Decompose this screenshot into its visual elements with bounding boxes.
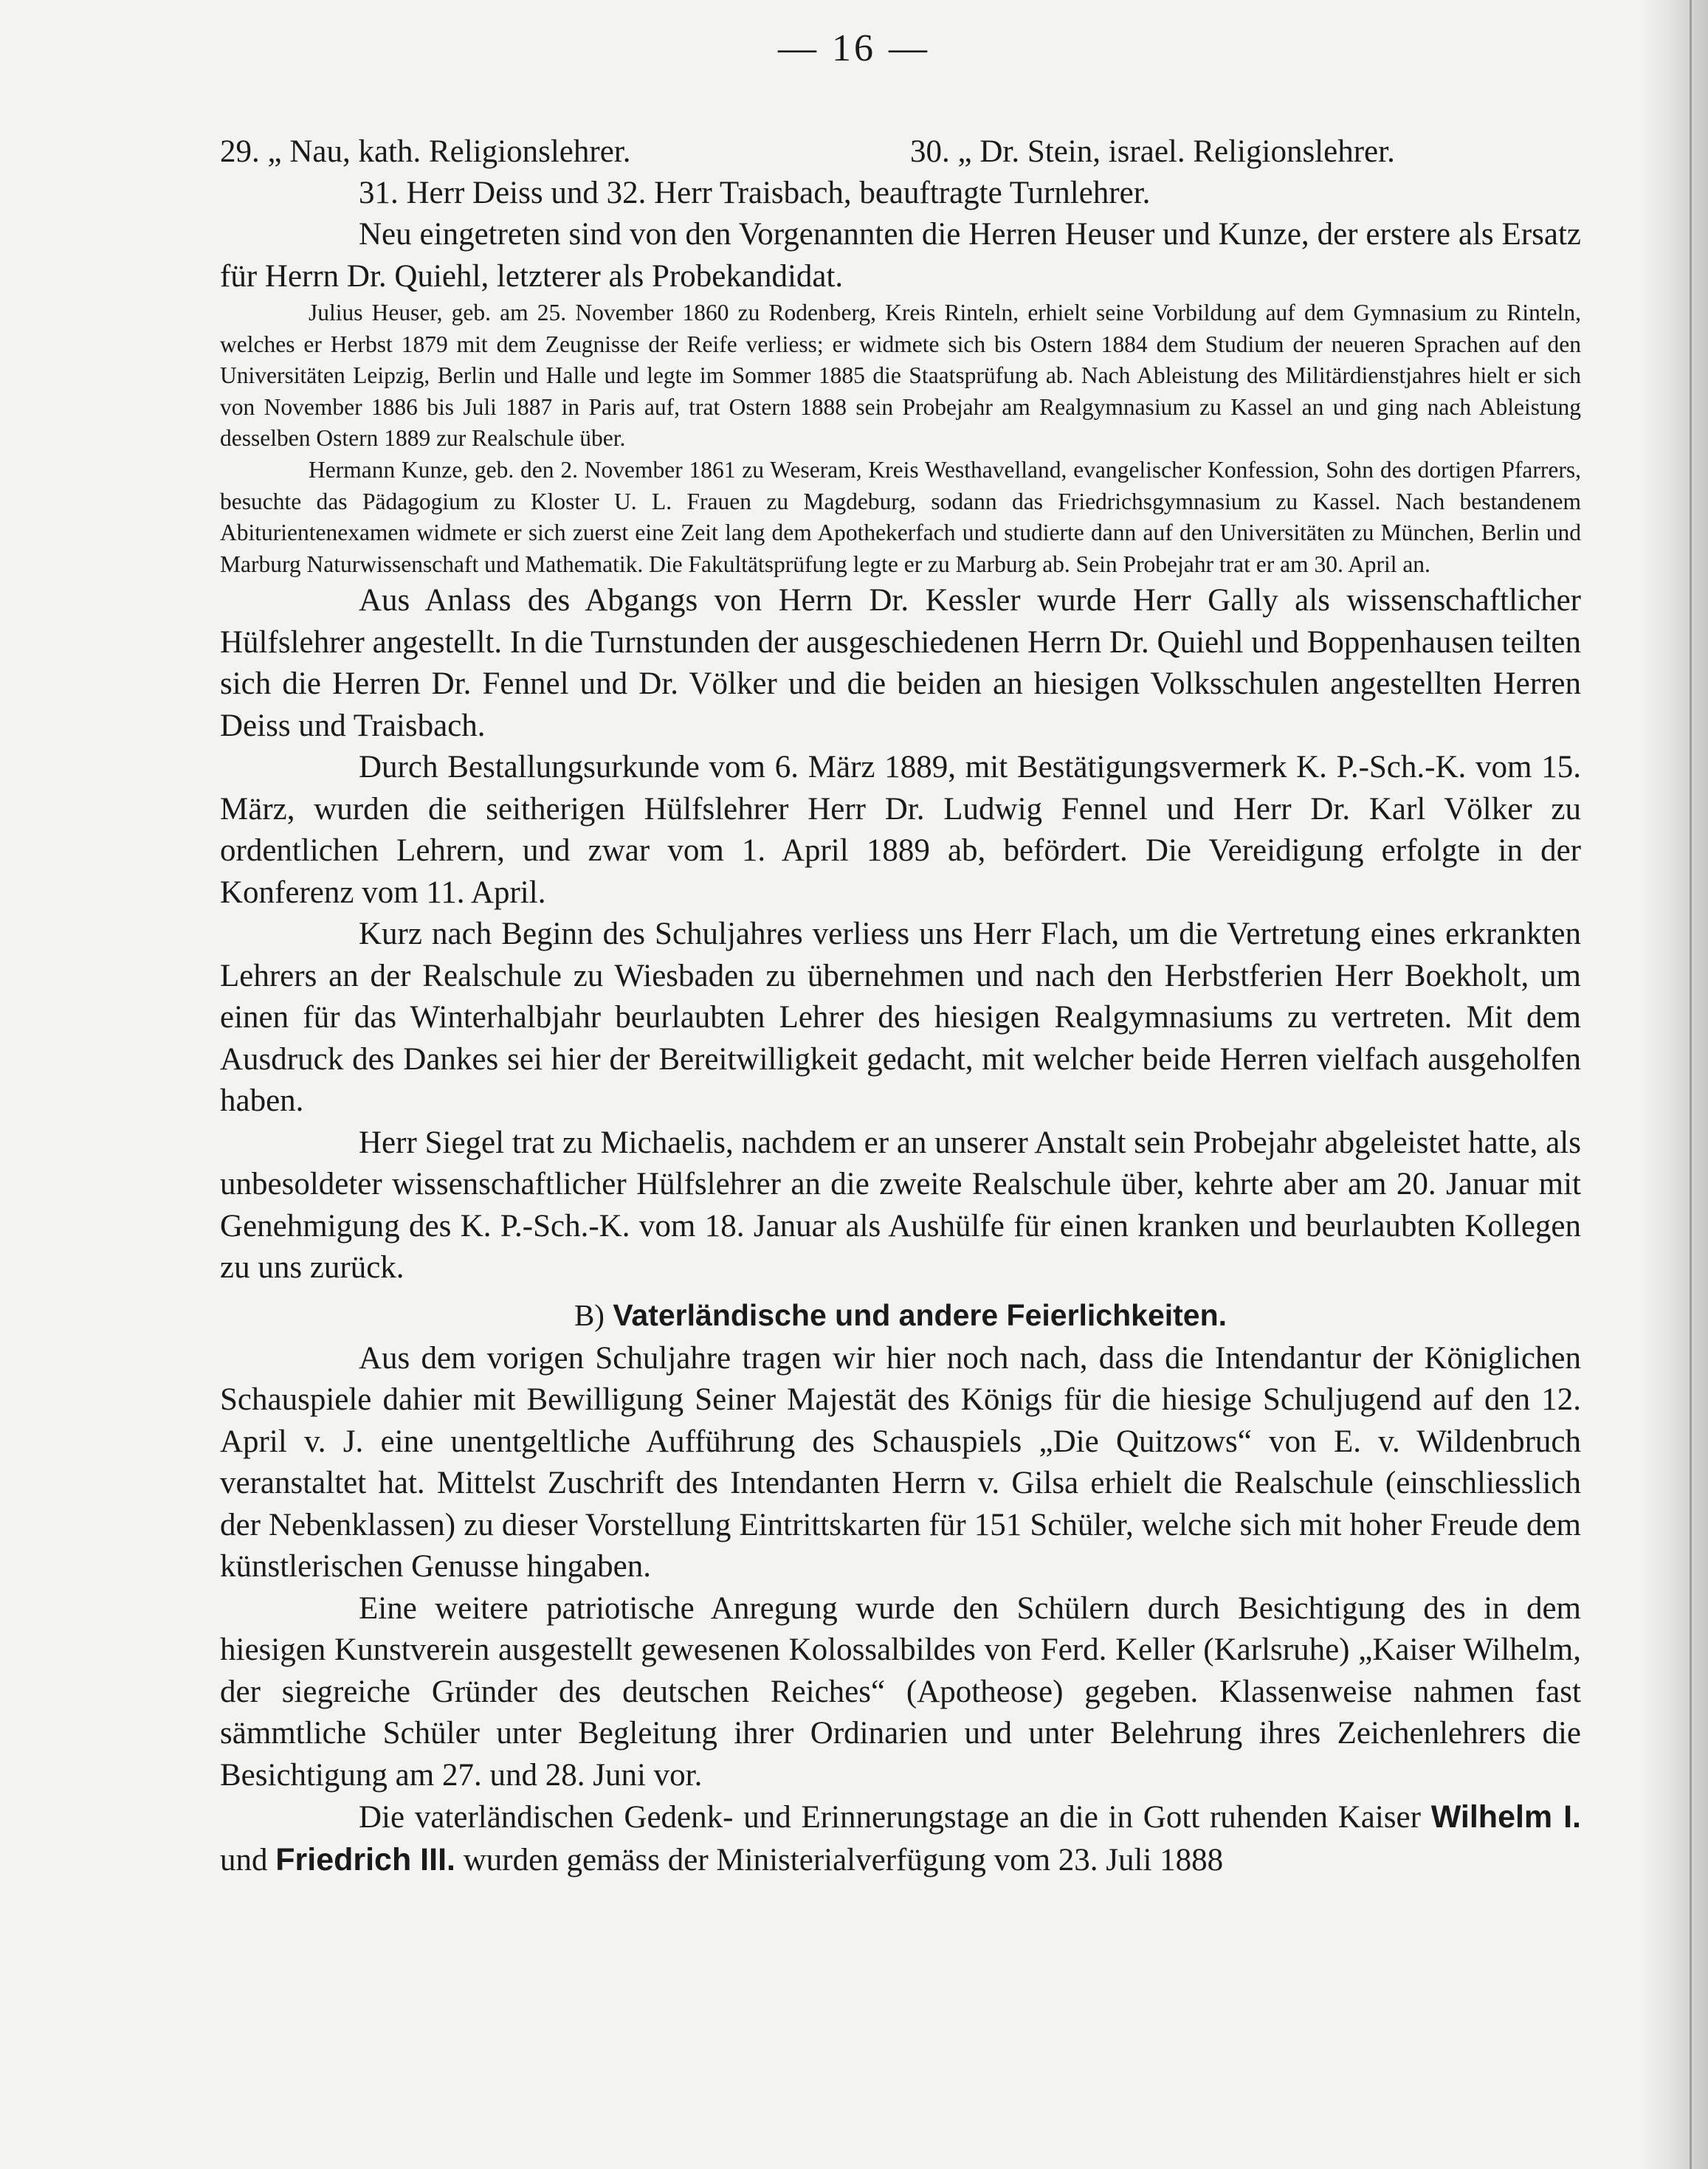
paragraph-bestallung: Durch Bestallungsurkunde vom 6. März 1889, mit Bestätigungsvermerk K. P.-Sch.-K. vom 15. März, wurden die seitherigen Hülfslehrer Herr Dr. Ludwig Fennel und Herr Dr. Karl Völker zu ordentlichen Lehrern, und zwar vom 1. April 1889 ab, befördert. Die Vereidigung erfolgte in der Konferenz vom 11. April. [220, 750, 1581, 910]
biography-heuser: Julius Heuser, geb. am 25. November 1860 zu Rodenberg, Kreis Rinteln, erhielt seine Vorbildung auf dem Gymnasium zu Rinteln, welches er Herbst 1879 mit dem Zeugnisse der Reife verliess; er widmete sich bis Ostern 1884 dem Studium der neueren Sprachen auf den Universitäten Leipzig, Berlin und Halle und legte im Sommer 1885 die Staatsprüfung ab. Nach Ableistung des Militärdienstjahres hielt er sich von November 1886 bis Juli 1887 in Paris auf, trat Ostern 1888 sein Probejahr am Realgymnasium zu Kassel an und ging nach Ableistung desselben Ostern 1889 zur Realschule über. [220, 300, 1581, 452]
biography-kunze: Hermann Kunze, geb. den 2. November 1861 zu Weseram, Kreis Westhavelland, evangelischer Konfession, Sohn des dortigen Pfarrers, besuchte das Pädagogium zu Kloster U. L. Frauen zu Magdeburg, sodann das Friedrichsgymnasium zu Kassel. Nach bestandenem Abiturientenexamen widmete er sich zuerst eine Zeit lang dem Apothekerfach und studierte dann auf den Universitäten zu München, Berlin und Marburg Naturwissenschaft und Mathematik. Die Fakultätsprüfung legte er zu Marburg ab. Sein Probejahr trat er am 30. April an. [220, 456, 1581, 577]
gedenktage-und: und [220, 1842, 276, 1877]
name-wilhelm: Wilhelm I. [1430, 1799, 1582, 1835]
staff-entry-30: 30. „ Dr. Stein, israel. Religionslehrer. [910, 134, 1395, 169]
paragraph-gedenktage [220, 1796, 1581, 1881]
section-title: Vaterländische und andere Feierlichkeiten. [613, 1297, 1227, 1332]
gedenktage-line-end: wurden gemäss der Ministerialverfügung vom 23. Juli 1888 [455, 1842, 1224, 1877]
paragraph-gally: Aus Anlass des Abgangs von Herrn Dr. Kessler wurde Herr Gally als wissenschaftlicher Hülfslehrer angestellt. In die Turnstunden der ausgeschiedenen Herrn Dr. Quiehl und Boppenhausen teilten sich die Herren Dr. Fennel und Dr. Völker und die beiden an hiesigen Volksschulen angestellten Herren Deiss und Traisbach. [220, 583, 1581, 743]
staff-entry-31-32: 31. Herr Deiss und 32. Herr Traisbach, beauftragte Turnlehrer. [359, 176, 1151, 210]
gedenktage-line-start: Die vaterländischen Gedenk- und Erinnerungstage an die in Gott ruhenden Kaiser [359, 1800, 1421, 1835]
name-friedrich: Friedrich III. [275, 1841, 455, 1877]
staff-entry-29: 29. „ Nau, kath. Religionslehrer. [220, 134, 631, 169]
page-edge [1690, 0, 1692, 2169]
page-binding-shadow [1642, 0, 1708, 2169]
page-content [220, 131, 1581, 1881]
paragraph-siegel: Herr Siegel trat zu Michaelis, nachdem er an unserer Anstalt sein Probejahr abgeleistet hatte, als unbesoldeter wissenschaftlicher Hülfslehrer an die zweite Realschule über, kehrte aber am 20. Januar mit Genehmigung des K. P.-Sch.-K. vom 18. Januar als Aushülfe für einen kranken und beurlaubten Kollegen zu uns zurück. [220, 1125, 1581, 1286]
paragraph-kunstverein: Eine weitere patriotische Anregung wurde den Schülern durch Besichtigung des in dem hiesigen Kunstverein ausgestellt gewesenen Kolossalbildes von Ferd. Keller (Karlsruhe) „Kaiser Wilhelm, der siegreiche Gründer des deutschen Reiches“ (Apotheose) gegeben. Klassenweise nahmen fast sämmtliche Schüler unter Begleitung ihrer Ordinarien und unter Belehrung ihres Zeichenlehrers die Besichtigung am 27. und 28. Juni vor. [220, 1590, 1581, 1793]
section-label: B) [574, 1297, 605, 1332]
biographies [99, 297, 1581, 580]
page-number: — 16 — [778, 27, 930, 69]
staff-list-row [220, 131, 1581, 173]
paragraph-flach: Kurz nach Beginn des Schuljahres verliess uns Herr Flach, um die Vertretung eines erkrankten Lehrers an der Realschule zu Wiesbaden zu übernehmen und nach den Herbstferien Herr Boekholt, um einen für das Winterhalbjahr beurlaubten Lehrer des hiesigen Realgymnasiums zu vertreten. Mit dem Ausdruck des Dankes sei hier der Bereitwilligkeit gedacht, mit welcher beide Herren vielfach ausgeholfen haben. [220, 917, 1581, 1119]
paragraph-new-teachers: Neu eingetreten sind von den Vorgenannten die Herren Heuser und Kunze, der erstere als Ersatz für Herrn Dr. Quiehl, letzterer als Probekandidat. [220, 217, 1581, 294]
paragraph-schauspiel: Aus dem vorigen Schuljahre tragen wir hier noch nach, dass die Intendantur der Königlichen Schauspiele dahier mit Bewilligung Seiner Majestät des Königs für die hiesige Schuljugend auf den 12. April v. J. eine unentgeltliche Aufführung des Schauspiels „Die Quitzows“ von E. v. Wildenbruch veranstaltet hat. Mittelst Zuschrift des Intendanten Herrn v. Gilsa erhielt die Realschule (einschliesslich der Nebenklassen) zu dieser Vorstellung Eintrittskarten für 151 Schüler, welche sich mit hoher Freude dem künstlerischen Genusse hingaben. [220, 1340, 1581, 1584]
section-heading [220, 1292, 1581, 1338]
